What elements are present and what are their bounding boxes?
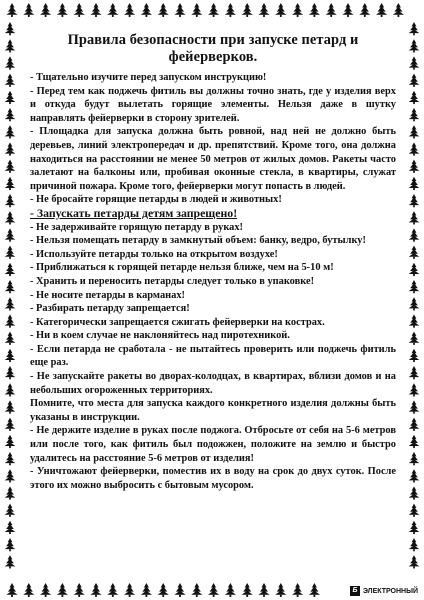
rule-item: - Тщательно изучите перед запуском инструкцию! xyxy=(30,72,267,83)
fir-tree-icon xyxy=(409,469,420,482)
fir-tree-icon xyxy=(208,583,219,597)
fir-tree-icon xyxy=(225,583,236,597)
rule-item: - Приближаться к горящей петарде нельзя ближе, чем на 5-10 м! xyxy=(30,262,334,274)
fir-tree-icon xyxy=(57,583,68,597)
fir-tree-icon xyxy=(409,538,420,551)
fir-tree-icon xyxy=(90,3,101,17)
fir-tree-icon xyxy=(5,108,16,121)
footer-brand xyxy=(350,586,418,596)
fir-tree-icon xyxy=(5,314,16,327)
fir-tree-icon xyxy=(5,142,16,155)
fir-tree-icon xyxy=(23,583,34,597)
fir-tree-icon xyxy=(242,583,253,597)
rule-item: - Не бросайте горящие петарды в людей и животных! xyxy=(30,194,282,206)
fir-tree-icon xyxy=(409,108,420,121)
fir-tree-icon xyxy=(5,194,16,207)
fir-tree-icon xyxy=(409,452,420,465)
fir-tree-icon xyxy=(409,521,420,534)
fir-tree-icon xyxy=(409,504,420,517)
fir-tree-icon xyxy=(409,228,420,241)
fir-tree-icon xyxy=(174,583,185,597)
fir-tree-icon xyxy=(376,3,387,17)
rules-list xyxy=(30,71,396,492)
fir-tree-icon xyxy=(158,583,169,597)
fir-tree-icon xyxy=(191,3,202,17)
fir-tree-icon xyxy=(409,246,420,259)
rule-item: - Уничтожают фейерверки, поместив их в воду на срок до двух суток. После этого их можно выбросить с бытовым мусором. xyxy=(30,466,396,491)
fir-tree-icon xyxy=(275,3,286,17)
fir-tree-icon xyxy=(292,3,303,17)
fir-tree-icon xyxy=(5,160,16,173)
fir-tree-icon xyxy=(124,583,135,597)
fir-tree-icon xyxy=(409,177,420,190)
fir-tree-icon xyxy=(409,142,420,155)
fir-tree-icon xyxy=(326,3,337,17)
rule-item: - Ни в коем случае не наклоняйтесь над пиротехникой. xyxy=(30,330,290,342)
fir-tree-icon xyxy=(5,263,16,276)
rule-item: - Перед тем как поджечь фитиль вы должны точно знать, где у изделия верх и откуда будут вылетать горящие элементы. Нельзя даже в шутку направлять фейерверки в сторону зрителей. xyxy=(30,85,396,124)
page-title: Правила безопасности при запуске петард и фейерверков. xyxy=(67,32,359,65)
footer-brand-text: ЭЛЕКТРОННЫЙ xyxy=(362,587,418,595)
fir-tree-icon xyxy=(409,366,420,379)
fir-tree-icon xyxy=(225,3,236,17)
fir-tree-icon xyxy=(208,3,219,17)
fir-tree-icon xyxy=(5,280,16,293)
fir-tree-icon xyxy=(5,228,16,241)
fir-tree-icon xyxy=(409,280,420,293)
fir-tree-icon xyxy=(409,435,420,448)
fir-tree-icon xyxy=(409,125,420,138)
fir-tree-icon xyxy=(5,211,16,224)
fir-tree-icon xyxy=(5,486,16,499)
fir-tree-icon xyxy=(409,383,420,396)
fir-tree-icon xyxy=(409,332,420,345)
fir-tree-icon xyxy=(74,583,85,597)
fir-tree-icon xyxy=(359,3,370,17)
rule-item: - Не задерживайте горящую петарду в руках! xyxy=(30,221,243,233)
fir-tree-icon xyxy=(5,22,16,35)
fir-tree-icon xyxy=(5,39,16,52)
fir-tree-icon xyxy=(409,211,420,224)
fir-tree-icon xyxy=(74,3,85,17)
fir-tree-icon xyxy=(409,263,420,276)
fir-tree-icon xyxy=(409,297,420,310)
fir-tree-icon xyxy=(409,555,420,568)
fir-tree-icon xyxy=(292,583,303,597)
fir-tree-icon xyxy=(6,3,17,17)
fir-tree-icon xyxy=(107,583,118,597)
fir-tree-icon xyxy=(124,3,135,17)
fir-tree-icon xyxy=(5,555,16,568)
fir-tree-icon xyxy=(5,504,16,517)
fir-tree-icon xyxy=(5,246,16,259)
fir-tree-icon xyxy=(5,297,16,310)
rule-item: - Хранить и переносить петарды следует только в упаковке! xyxy=(30,275,315,287)
fir-tree-icon xyxy=(5,452,16,465)
fir-tree-icon xyxy=(40,3,51,17)
fir-tree-icon xyxy=(409,56,420,69)
fir-tree-icon xyxy=(409,194,420,207)
rule-item: - Категорически запрещается сжигать фейерверки на кострах. xyxy=(30,316,325,328)
fir-tree-icon xyxy=(5,418,16,431)
fir-tree-icon xyxy=(393,3,404,17)
fir-tree-icon xyxy=(309,3,320,17)
fir-tree-icon xyxy=(258,583,269,597)
fir-tree-icon xyxy=(107,3,118,17)
fir-tree-icon xyxy=(5,349,16,362)
fir-tree-icon xyxy=(5,469,16,482)
fir-tree-icon xyxy=(5,56,16,69)
fir-tree-icon xyxy=(5,435,16,448)
fir-tree-icon xyxy=(141,3,152,17)
fir-tree-icon xyxy=(158,3,169,17)
fir-tree-icon xyxy=(6,583,17,597)
fir-tree-icon xyxy=(409,314,420,327)
rule-item: - Площадка для запуска должна быть ровной, над ней не должно быть деревьев, линий электропередач и др. препятствий. Кроме того, она должна находиться на расстоянии не менее 50 метров от жилых домов. Ракеты часто залетают на балконы или, пробивая оконные стекла, в квартиры, служат причиной пожара. Кроме того, фейерверки могут попасть в людей. xyxy=(30,126,396,192)
fir-tree-icon xyxy=(141,583,152,597)
fir-tree-icon xyxy=(409,418,420,431)
fir-tree-icon xyxy=(409,400,420,413)
fir-tree-icon xyxy=(5,91,16,104)
fir-tree-icon xyxy=(5,332,16,345)
fir-tree-icon xyxy=(40,583,51,597)
fir-tree-icon xyxy=(5,383,16,396)
fir-tree-icon xyxy=(342,3,353,17)
fir-tree-icon xyxy=(409,39,420,52)
fir-tree-icon xyxy=(275,583,286,597)
rule-item: - Разбирать петарду запрещается! xyxy=(30,303,190,315)
fir-tree-icon xyxy=(409,91,420,104)
fir-tree-icon xyxy=(90,583,101,597)
rule-item: - Не носите петарды в карманах! xyxy=(30,289,185,301)
fir-tree-icon xyxy=(5,177,16,190)
rule-item: - Нельзя помещать петарду в замкнутый объем: банку, ведро, бутылку! xyxy=(30,235,366,247)
rule-item-emphasis: - Запускать петарды детям запрещено! xyxy=(30,205,238,220)
fir-tree-icon xyxy=(309,583,320,597)
fir-tree-icon xyxy=(5,521,16,534)
fir-tree-icon xyxy=(174,3,185,17)
rule-item: - Не держите изделие в руках после поджога. Отбросьте от себя на 5-6 метров или после того, как фитиль был подожжен, положите на землю и быстро удалитесь на расстояние 5-6 метров от изделия! xyxy=(30,425,396,464)
fir-tree-icon xyxy=(57,3,68,17)
fir-tree-icon xyxy=(5,538,16,551)
rules-document xyxy=(30,32,396,492)
rule-item: Помните, что места для запуска каждого конкретного изделия должны быть указаны в инструкции. xyxy=(30,398,396,423)
rule-item: - Используйте петарды только на открытом воздухе! xyxy=(30,248,278,260)
fir-tree-icon xyxy=(5,366,16,379)
fir-tree-icon xyxy=(23,3,34,17)
rule-item: - Если петарда не сработала - не пытайтесь проверить или поджечь фитиль еще раз. xyxy=(30,343,396,369)
fir-tree-icon xyxy=(5,400,16,413)
fir-tree-icon xyxy=(409,486,420,499)
fir-tree-icon xyxy=(242,3,253,17)
fir-tree-icon xyxy=(409,349,420,362)
brand-logo-icon: Б xyxy=(350,586,360,596)
fir-tree-icon xyxy=(5,74,16,87)
fir-tree-icon xyxy=(5,125,16,138)
fir-tree-icon xyxy=(191,583,202,597)
rule-item: - Не запускайте ракеты во дворах-колодцах, в квартирах, вблизи домов и на небольших огороженных территориях. xyxy=(30,371,396,396)
fir-tree-icon xyxy=(409,74,420,87)
fir-tree-icon xyxy=(409,160,420,173)
fir-tree-icon xyxy=(409,22,420,35)
fir-tree-icon xyxy=(258,3,269,17)
